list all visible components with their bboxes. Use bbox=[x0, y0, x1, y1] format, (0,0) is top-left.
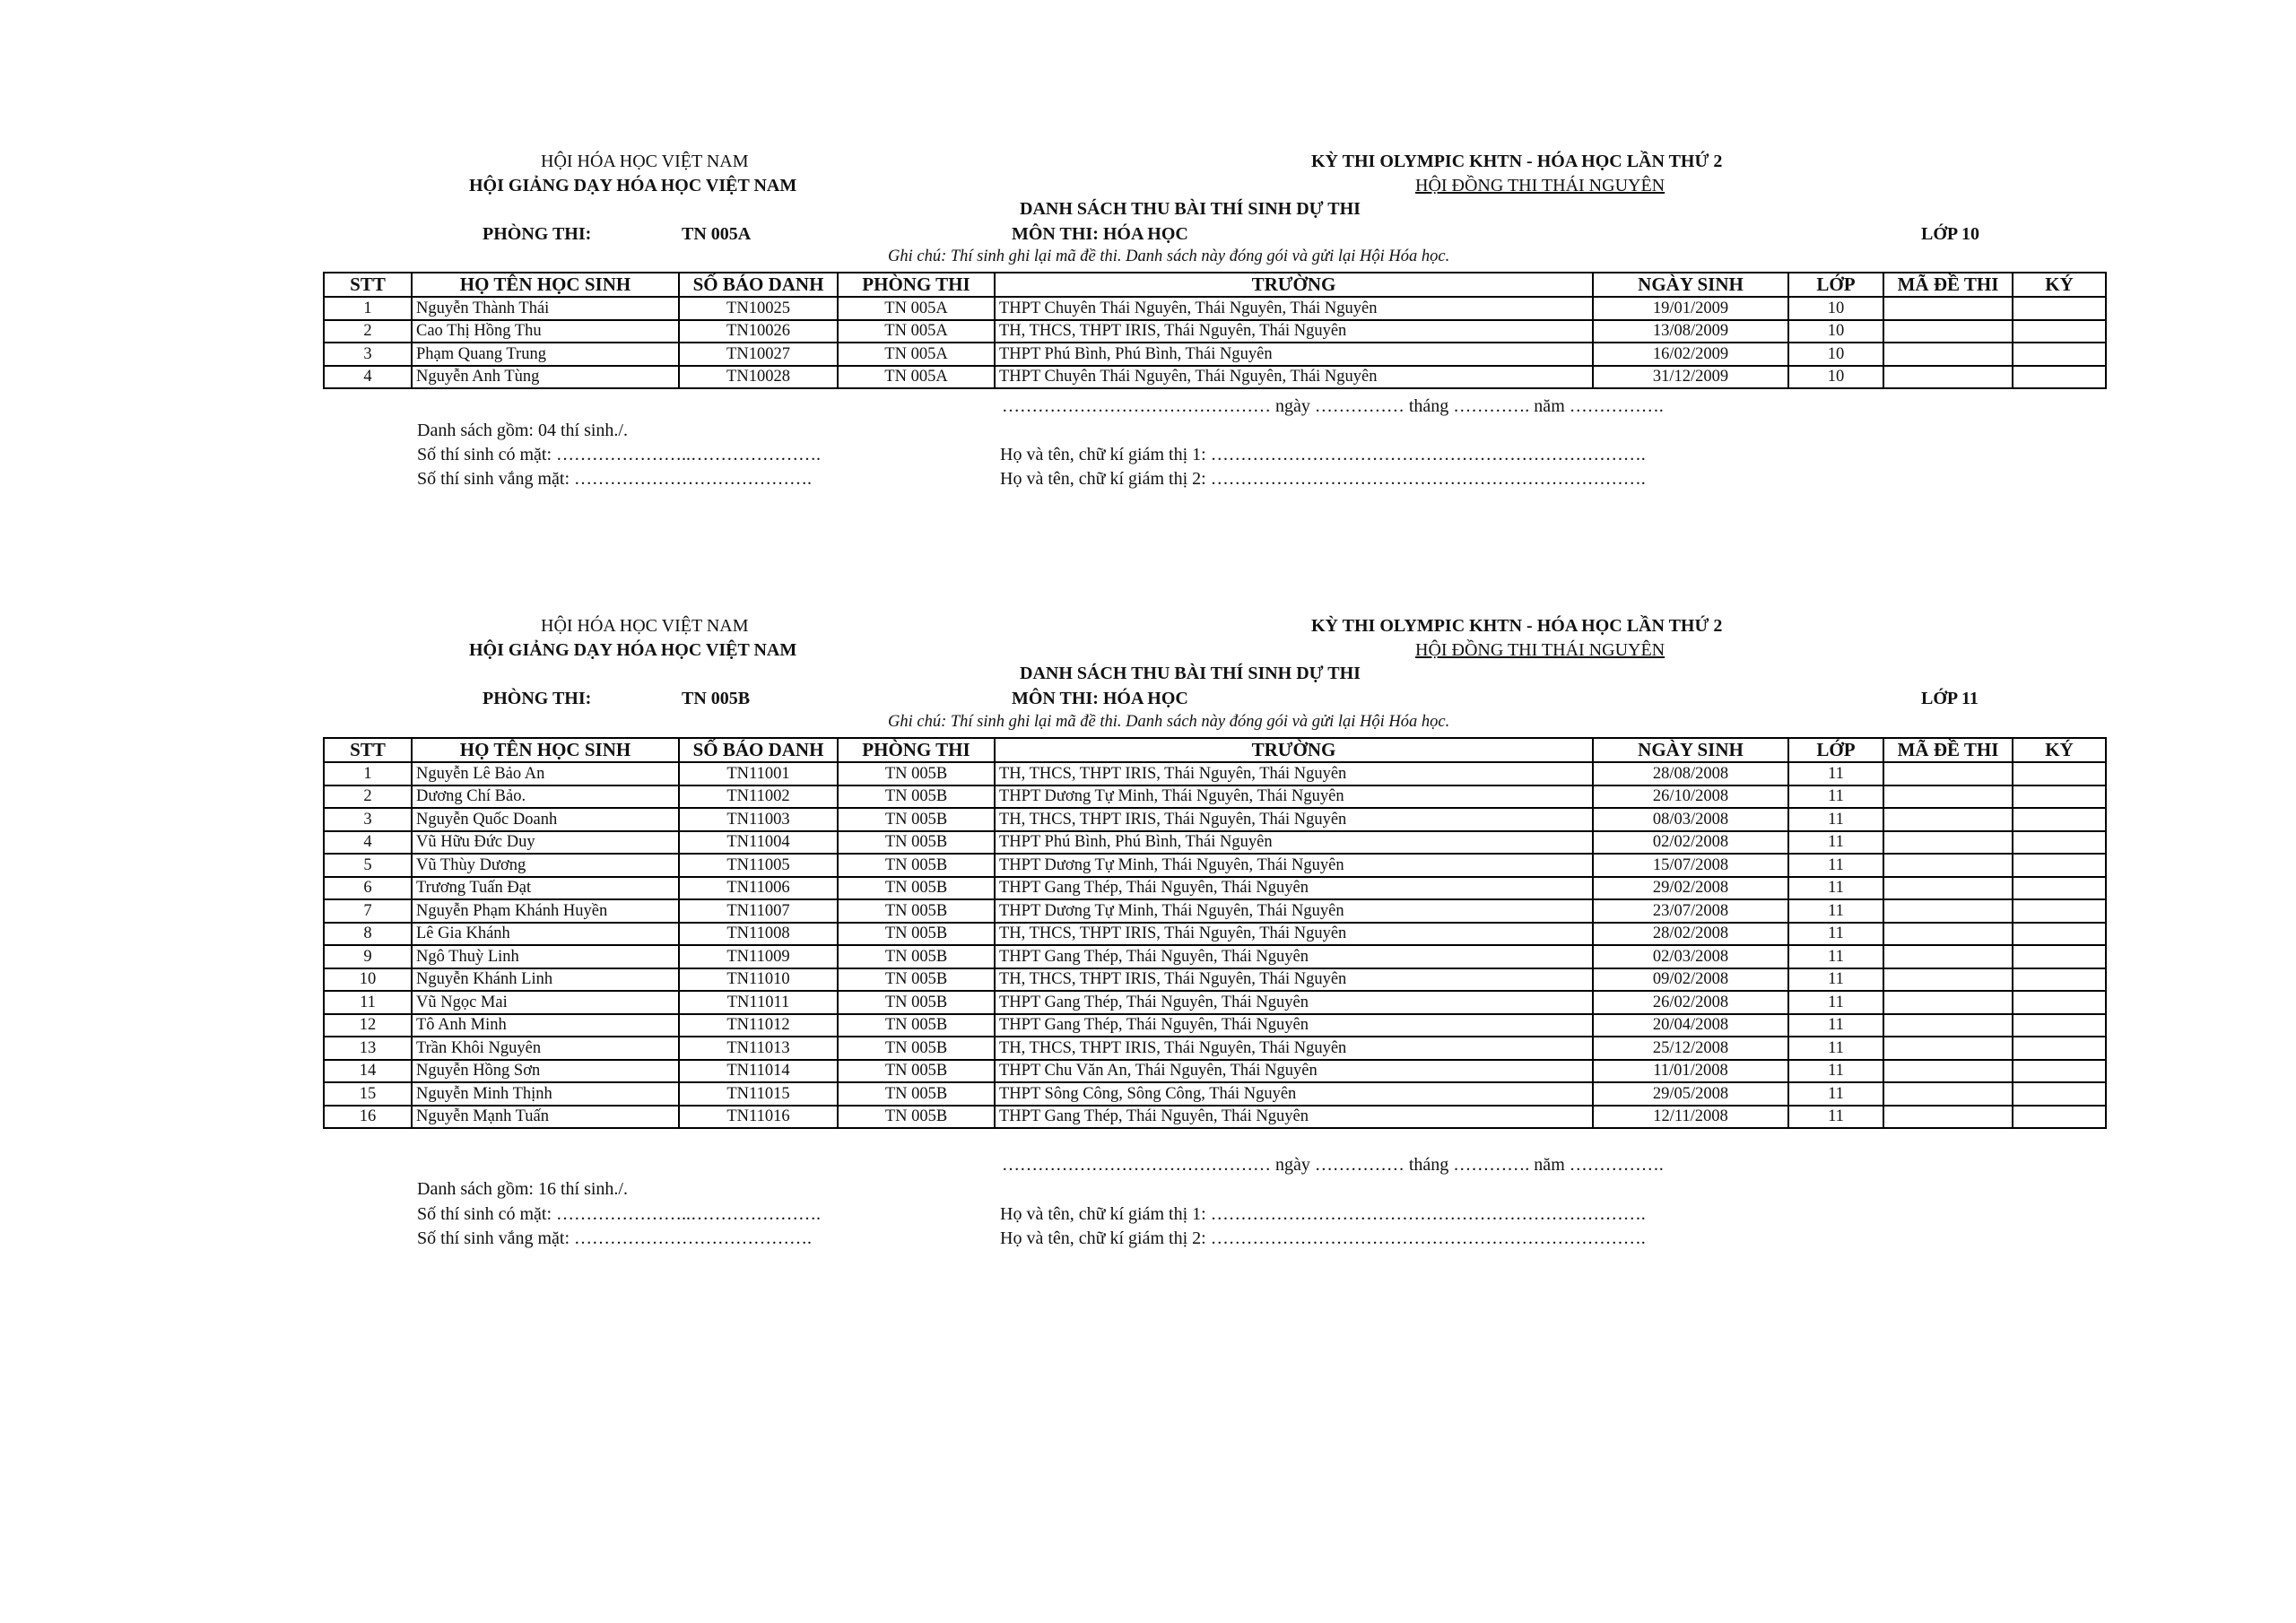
exam-code-input[interactable] bbox=[1883, 320, 2013, 343]
cell-exam-room: TN 005A bbox=[838, 343, 995, 366]
cell-stt: 11 bbox=[324, 991, 412, 1014]
header-col-student-name: HỌ TÊN HỌC SINH bbox=[412, 738, 679, 762]
cell-student-name: Cao Thị Hồng Thu bbox=[412, 320, 679, 343]
cell-student-name: Nguyễn Hồng Sơn bbox=[412, 1060, 679, 1083]
cell-exam-room: TN 005B bbox=[838, 808, 995, 831]
org-line-2: HỘI GIẢNG DẠY HÓA HỌC VIỆT NAM bbox=[469, 176, 797, 195]
cell-grade: 10 bbox=[1788, 366, 1883, 389]
table-row bbox=[324, 877, 2106, 900]
signature-input[interactable] bbox=[2013, 831, 2106, 855]
cell-birth-date: 23/07/2008 bbox=[1593, 899, 1788, 923]
absent-count-field[interactable]: Số thí sinh vắng mặt: …………………………………. bbox=[417, 1228, 812, 1248]
signature-input[interactable] bbox=[2013, 1014, 2106, 1037]
signature-input[interactable] bbox=[2013, 1060, 2106, 1083]
cell-grade: 11 bbox=[1788, 945, 1883, 968]
grade-label: LỚP 10 bbox=[1921, 224, 1980, 244]
table-row bbox=[324, 297, 2106, 320]
cell-student-name: Phạm Quang Trung bbox=[412, 343, 679, 366]
signature-input[interactable] bbox=[2013, 899, 2106, 923]
exam-code-input[interactable] bbox=[1883, 831, 2013, 855]
cell-grade: 11 bbox=[1788, 991, 1883, 1014]
room-value: TN 005A bbox=[682, 224, 752, 244]
table-row bbox=[324, 1082, 2106, 1106]
council-name: HỘI ĐỒNG THI THÁI NGUYÊN bbox=[1415, 640, 1665, 660]
header-col-school: TRƯỜNG bbox=[995, 273, 1593, 297]
cell-stt: 3 bbox=[324, 808, 412, 831]
cell-school: THPT Chuyên Thái Nguyên, Thái Nguyên, Thái Nguyên bbox=[995, 297, 1593, 320]
header-col-stt: STT bbox=[324, 738, 412, 762]
signature-input[interactable] bbox=[2013, 343, 2106, 366]
room-value: TN 005B bbox=[682, 689, 751, 708]
candidate-count: Danh sách gồm: 04 thí sinh./. bbox=[417, 421, 628, 440]
cell-exam-room: TN 005B bbox=[838, 1014, 995, 1037]
council-name: HỘI ĐỒNG THI THÁI NGUYÊN bbox=[1415, 176, 1665, 195]
cell-candidate-number: TN11010 bbox=[679, 968, 838, 992]
signature-input[interactable] bbox=[2013, 1037, 2106, 1060]
cell-candidate-number: TN10028 bbox=[679, 366, 838, 389]
date-line[interactable]: ……………………………………… ngày …………… tháng …………. năm ……………. bbox=[1002, 396, 1664, 416]
cell-grade: 11 bbox=[1788, 1037, 1883, 1060]
header-col-exam-room: PHÒNG THI bbox=[838, 273, 995, 297]
proctor-2-signature-field[interactable]: Họ và tên, chữ kí giám thị 2: ………………………………………………………………. bbox=[1000, 469, 1646, 489]
signature-input[interactable] bbox=[2013, 1082, 2106, 1106]
cell-exam-room: TN 005B bbox=[838, 1037, 995, 1060]
cell-candidate-number: TN11003 bbox=[679, 808, 838, 831]
cell-school: THPT Sông Công, Sông Công, Thái Nguyên bbox=[995, 1082, 1593, 1106]
cell-school: THPT Dương Tự Minh, Thái Nguyên, Thái Nguyên bbox=[995, 785, 1593, 809]
header-col-signature: KÝ bbox=[2013, 738, 2106, 762]
cell-grade: 11 bbox=[1788, 1082, 1883, 1106]
table-row bbox=[324, 831, 2106, 855]
cell-stt: 2 bbox=[324, 320, 412, 343]
cell-birth-date: 13/08/2009 bbox=[1593, 320, 1788, 343]
cell-stt: 4 bbox=[324, 366, 412, 389]
cell-school: THPT Chuyên Thái Nguyên, Thái Nguyên, Thái Nguyên bbox=[995, 366, 1593, 389]
cell-candidate-number: TN11013 bbox=[679, 1037, 838, 1060]
present-count-field[interactable]: Số thí sinh có mặt: …………………..…………………. bbox=[417, 445, 821, 464]
cell-student-name: Vũ Thùy Dương bbox=[412, 854, 679, 877]
signature-input[interactable] bbox=[2013, 762, 2106, 785]
cell-candidate-number: TN11014 bbox=[679, 1060, 838, 1083]
grade-label: LỚP 11 bbox=[1921, 689, 1979, 708]
header-col-exam-room: PHÒNG THI bbox=[838, 738, 995, 762]
signature-input[interactable] bbox=[2013, 1106, 2106, 1129]
table-row bbox=[324, 1060, 2106, 1083]
header-col-student-name: HỌ TÊN HỌC SINH bbox=[412, 273, 679, 297]
cell-birth-date: 28/08/2008 bbox=[1593, 762, 1788, 785]
cell-stt: 15 bbox=[324, 1082, 412, 1106]
cell-exam-room: TN 005B bbox=[838, 1082, 995, 1106]
exam-name: KỲ THI OLYMPIC KHTN - HÓA HỌC LẦN THỨ 2 bbox=[1311, 616, 1723, 636]
cell-student-name: Tô Anh Minh bbox=[412, 1014, 679, 1037]
signature-input[interactable] bbox=[2013, 808, 2106, 831]
cell-school: TH, THCS, THPT IRIS, Thái Nguyên, Thái Nguyên bbox=[995, 762, 1593, 785]
cell-school: THPT Phú Bình, Phú Bình, Thái Nguyên bbox=[995, 831, 1593, 855]
cell-birth-date: 16/02/2009 bbox=[1593, 343, 1788, 366]
cell-candidate-number: TN11006 bbox=[679, 877, 838, 900]
table-row bbox=[324, 1106, 2106, 1129]
cell-exam-room: TN 005B bbox=[838, 923, 995, 946]
exam-code-input[interactable] bbox=[1883, 366, 2013, 389]
cell-exam-room: TN 005B bbox=[838, 831, 995, 855]
cell-stt: 3 bbox=[324, 343, 412, 366]
cell-exam-room: TN 005B bbox=[838, 1106, 995, 1129]
exam-code-input[interactable] bbox=[1883, 808, 2013, 831]
cell-grade: 11 bbox=[1788, 1106, 1883, 1129]
cell-stt: 10 bbox=[324, 968, 412, 992]
subject: MÔN THI: HÓA HỌC bbox=[1012, 224, 1188, 244]
signature-input[interactable] bbox=[2013, 297, 2106, 320]
cell-grade: 11 bbox=[1788, 762, 1883, 785]
exam-code-input[interactable] bbox=[1883, 968, 2013, 992]
table-header-row bbox=[324, 738, 2106, 762]
doc-title: DANH SÁCH THU BÀI THÍ SINH DỰ THI bbox=[1020, 664, 1361, 683]
date-line[interactable]: ……………………………………… ngày …………… tháng …………. năm ……………. bbox=[1002, 1155, 1664, 1175]
table-row bbox=[324, 854, 2106, 877]
cell-candidate-number: TN11001 bbox=[679, 762, 838, 785]
exam-name: KỲ THI OLYMPIC KHTN - HÓA HỌC LẦN THỨ 2 bbox=[1311, 152, 1723, 171]
cell-student-name: Nguyễn Quốc Doanh bbox=[412, 808, 679, 831]
cell-grade: 11 bbox=[1788, 923, 1883, 946]
cell-grade: 11 bbox=[1788, 831, 1883, 855]
signature-input[interactable] bbox=[2013, 366, 2106, 389]
cell-stt: 8 bbox=[324, 923, 412, 946]
cell-grade: 11 bbox=[1788, 877, 1883, 900]
cell-candidate-number: TN11011 bbox=[679, 991, 838, 1014]
signature-input[interactable] bbox=[2013, 320, 2106, 343]
cell-candidate-number: TN11007 bbox=[679, 899, 838, 923]
cell-birth-date: 11/01/2008 bbox=[1593, 1060, 1788, 1083]
cell-student-name: Trương Tuấn Đạt bbox=[412, 877, 679, 900]
cell-school: THPT Phú Bình, Phú Bình, Thái Nguyên bbox=[995, 343, 1593, 366]
cell-exam-room: TN 005A bbox=[838, 297, 995, 320]
cell-stt: 1 bbox=[324, 297, 412, 320]
header-col-stt: STT bbox=[324, 273, 412, 297]
exam-code-input[interactable] bbox=[1883, 1014, 2013, 1037]
org-line-1: HỘI HÓA HỌC VIỆT NAM bbox=[541, 616, 749, 636]
cell-exam-room: TN 005B bbox=[838, 854, 995, 877]
room-label: PHÒNG THI: bbox=[483, 224, 592, 244]
cell-student-name: Nguyễn Phạm Khánh Huyền bbox=[412, 899, 679, 923]
cell-grade: 11 bbox=[1788, 808, 1883, 831]
cell-grade: 10 bbox=[1788, 297, 1883, 320]
cell-candidate-number: TN10026 bbox=[679, 320, 838, 343]
cell-birth-date: 02/02/2008 bbox=[1593, 831, 1788, 855]
cell-birth-date: 29/02/2008 bbox=[1593, 877, 1788, 900]
cell-birth-date: 09/02/2008 bbox=[1593, 968, 1788, 992]
cell-student-name: Vũ Hữu Đức Duy bbox=[412, 831, 679, 855]
exam-code-input[interactable] bbox=[1883, 945, 2013, 968]
cell-candidate-number: TN11004 bbox=[679, 831, 838, 855]
candidate-count: Danh sách gồm: 16 thí sinh./. bbox=[417, 1179, 628, 1199]
cell-stt: 13 bbox=[324, 1037, 412, 1060]
cell-stt: 14 bbox=[324, 1060, 412, 1083]
cell-student-name: Lê Gia Khánh bbox=[412, 923, 679, 946]
header-col-exam-code: MÃ ĐỀ THI bbox=[1883, 738, 2013, 762]
cell-school: TH, THCS, THPT IRIS, Thái Nguyên, Thái Nguyên bbox=[995, 968, 1593, 992]
cell-stt: 7 bbox=[324, 899, 412, 923]
cell-candidate-number: TN11002 bbox=[679, 785, 838, 809]
header-col-grade: LỚP bbox=[1788, 273, 1883, 297]
header-col-signature: KÝ bbox=[2013, 273, 2106, 297]
header-col-candidate-number: SỐ BÁO DANH bbox=[679, 273, 838, 297]
proctor-2-signature-field[interactable]: Họ và tên, chữ kí giám thị 2: ………………………………………………………………. bbox=[1000, 1228, 1646, 1248]
exam-code-input[interactable] bbox=[1883, 1037, 2013, 1060]
cell-school: THPT Gang Thép, Thái Nguyên, Thái Nguyên bbox=[995, 991, 1593, 1014]
cell-student-name: Ngô Thuỳ Linh bbox=[412, 945, 679, 968]
cell-grade: 11 bbox=[1788, 1014, 1883, 1037]
exam-code-input[interactable] bbox=[1883, 343, 2013, 366]
cell-grade: 10 bbox=[1788, 320, 1883, 343]
header-col-birth-date: NGÀY SINH bbox=[1593, 738, 1788, 762]
cell-school: THPT Gang Thép, Thái Nguyên, Thái Nguyên bbox=[995, 1014, 1593, 1037]
cell-student-name: Nguyễn Anh Tùng bbox=[412, 366, 679, 389]
exam-code-input[interactable] bbox=[1883, 991, 2013, 1014]
cell-birth-date: 20/04/2008 bbox=[1593, 1014, 1788, 1037]
cell-stt: 2 bbox=[324, 785, 412, 809]
cell-school: THPT Gang Thép, Thái Nguyên, Thái Nguyên bbox=[995, 1106, 1593, 1129]
header-col-exam-code: MÃ ĐỀ THI bbox=[1883, 273, 2013, 297]
cell-stt: 4 bbox=[324, 831, 412, 855]
table-row bbox=[324, 991, 2106, 1014]
cell-stt: 12 bbox=[324, 1014, 412, 1037]
cell-stt: 1 bbox=[324, 762, 412, 785]
exam-code-input[interactable] bbox=[1883, 297, 2013, 320]
table-row bbox=[324, 1037, 2106, 1060]
cell-birth-date: 08/03/2008 bbox=[1593, 808, 1788, 831]
cell-candidate-number: TN11016 bbox=[679, 1106, 838, 1129]
cell-candidate-number: TN10025 bbox=[679, 297, 838, 320]
cell-candidate-number: TN11012 bbox=[679, 1014, 838, 1037]
cell-candidate-number: TN11015 bbox=[679, 1082, 838, 1106]
cell-grade: 11 bbox=[1788, 968, 1883, 992]
signature-input[interactable] bbox=[2013, 785, 2106, 809]
table-row bbox=[324, 762, 2106, 785]
cell-exam-room: TN 005B bbox=[838, 968, 995, 992]
cell-grade: 10 bbox=[1788, 343, 1883, 366]
room-label: PHÒNG THI: bbox=[483, 689, 592, 708]
exam-code-input[interactable] bbox=[1883, 1106, 2013, 1129]
org-line-2: HỘI GIẢNG DẠY HÓA HỌC VIỆT NAM bbox=[469, 640, 797, 660]
table-row bbox=[324, 785, 2106, 809]
signature-input[interactable] bbox=[2013, 968, 2106, 992]
cell-birth-date: 28/02/2008 bbox=[1593, 923, 1788, 946]
cell-birth-date: 02/03/2008 bbox=[1593, 945, 1788, 968]
proctor-1-signature-field[interactable]: Họ và tên, chữ kí giám thị 1: ………………………………………………………………. bbox=[1000, 445, 1646, 464]
cell-student-name: Nguyễn Minh Thịnh bbox=[412, 1082, 679, 1106]
cell-grade: 11 bbox=[1788, 899, 1883, 923]
header-col-candidate-number: SỐ BÁO DANH bbox=[679, 738, 838, 762]
cell-exam-room: TN 005B bbox=[838, 991, 995, 1014]
roster-table bbox=[323, 737, 2107, 1129]
cell-school: THPT Dương Tự Minh, Thái Nguyên, Thái Nguyên bbox=[995, 854, 1593, 877]
cell-stt: 5 bbox=[324, 854, 412, 877]
exam-code-input[interactable] bbox=[1883, 785, 2013, 809]
table-row bbox=[324, 366, 2106, 389]
cell-school: TH, THCS, THPT IRIS, Thái Nguyên, Thái Nguyên bbox=[995, 808, 1593, 831]
signature-input[interactable] bbox=[2013, 991, 2106, 1014]
cell-candidate-number: TN11005 bbox=[679, 854, 838, 877]
signature-input[interactable] bbox=[2013, 877, 2106, 900]
cell-exam-room: TN 005B bbox=[838, 877, 995, 900]
exam-code-input[interactable] bbox=[1883, 854, 2013, 877]
cell-student-name: Nguyễn Lê Bảo An bbox=[412, 762, 679, 785]
cell-school: THPT Chu Văn An, Thái Nguyên, Thái Nguyên bbox=[995, 1060, 1593, 1083]
proctor-1-signature-field[interactable]: Họ và tên, chữ kí giám thị 1: ………………………………………………………………. bbox=[1000, 1204, 1646, 1224]
cell-exam-room: TN 005B bbox=[838, 899, 995, 923]
header-col-school: TRƯỜNG bbox=[995, 738, 1593, 762]
cell-student-name: Vũ Ngọc Mai bbox=[412, 991, 679, 1014]
cell-birth-date: 29/05/2008 bbox=[1593, 1082, 1788, 1106]
table-row bbox=[324, 808, 2106, 831]
cell-school: THPT Dương Tự Minh, Thái Nguyên, Thái Nguyên bbox=[995, 899, 1593, 923]
header-col-birth-date: NGÀY SINH bbox=[1593, 273, 1788, 297]
table-row bbox=[324, 320, 2106, 343]
cell-birth-date: 26/10/2008 bbox=[1593, 785, 1788, 809]
table-row bbox=[324, 923, 2106, 946]
cell-school: TH, THCS, THPT IRIS, Thái Nguyên, Thái Nguyên bbox=[995, 1037, 1593, 1060]
cell-school: TH, THCS, THPT IRIS, Thái Nguyên, Thái Nguyên bbox=[995, 923, 1593, 946]
cell-student-name: Nguyễn Mạnh Tuấn bbox=[412, 1106, 679, 1129]
table-row bbox=[324, 945, 2106, 968]
cell-stt: 9 bbox=[324, 945, 412, 968]
cell-exam-room: TN 005A bbox=[838, 320, 995, 343]
table-row bbox=[324, 343, 2106, 366]
cell-birth-date: 25/12/2008 bbox=[1593, 1037, 1788, 1060]
cell-student-name: Dương Chí Bảo. bbox=[412, 785, 679, 809]
exam-code-input[interactable] bbox=[1883, 923, 2013, 946]
cell-student-name: Trần Khôi Nguyên bbox=[412, 1037, 679, 1060]
exam-code-input[interactable] bbox=[1883, 877, 2013, 900]
cell-grade: 11 bbox=[1788, 854, 1883, 877]
exam-code-input[interactable] bbox=[1883, 1060, 2013, 1083]
cell-candidate-number: TN11009 bbox=[679, 945, 838, 968]
exam-code-input[interactable] bbox=[1883, 899, 2013, 923]
cell-birth-date: 19/01/2009 bbox=[1593, 297, 1788, 320]
absent-count-field[interactable]: Số thí sinh vắng mặt: …………………………………. bbox=[417, 469, 812, 489]
cell-school: THPT Gang Thép, Thái Nguyên, Thái Nguyên bbox=[995, 945, 1593, 968]
cell-exam-room: TN 005B bbox=[838, 762, 995, 785]
cell-birth-date: 15/07/2008 bbox=[1593, 854, 1788, 877]
cell-exam-room: TN 005A bbox=[838, 366, 995, 389]
cell-school: THPT Gang Thép, Thái Nguyên, Thái Nguyên bbox=[995, 877, 1593, 900]
doc-title: DANH SÁCH THU BÀI THÍ SINH DỰ THI bbox=[1020, 199, 1361, 219]
table-header-row bbox=[324, 273, 2106, 297]
table-row bbox=[324, 899, 2106, 923]
signature-input[interactable] bbox=[2013, 923, 2106, 946]
signature-input[interactable] bbox=[2013, 945, 2106, 968]
table-row bbox=[324, 1014, 2106, 1037]
note: Ghi chú: Thí sinh ghi lại mã đề thi. Danh sách này đóng gói và gửi lại Hội Hóa học. bbox=[888, 713, 1450, 731]
cell-student-name: Nguyễn Khánh Linh bbox=[412, 968, 679, 992]
exam-code-input[interactable] bbox=[1883, 1082, 2013, 1106]
cell-exam-room: TN 005B bbox=[838, 945, 995, 968]
org-line-1: HỘI HÓA HỌC VIỆT NAM bbox=[541, 152, 749, 171]
cell-stt: 16 bbox=[324, 1106, 412, 1129]
note: Ghi chú: Thí sinh ghi lại mã đề thi. Danh sách này đóng gói và gửi lại Hội Hóa học. bbox=[888, 247, 1450, 265]
header-col-grade: LỚP bbox=[1788, 738, 1883, 762]
cell-candidate-number: TN10027 bbox=[679, 343, 838, 366]
cell-grade: 11 bbox=[1788, 1060, 1883, 1083]
cell-candidate-number: TN11008 bbox=[679, 923, 838, 946]
table-row bbox=[324, 968, 2106, 992]
cell-stt: 6 bbox=[324, 877, 412, 900]
cell-exam-room: TN 005B bbox=[838, 785, 995, 809]
cell-grade: 11 bbox=[1788, 785, 1883, 809]
roster-table bbox=[323, 272, 2107, 389]
cell-birth-date: 31/12/2009 bbox=[1593, 366, 1788, 389]
cell-birth-date: 26/02/2008 bbox=[1593, 991, 1788, 1014]
cell-student-name: Nguyễn Thành Thái bbox=[412, 297, 679, 320]
cell-exam-room: TN 005B bbox=[838, 1060, 995, 1083]
signature-input[interactable] bbox=[2013, 854, 2106, 877]
cell-birth-date: 12/11/2008 bbox=[1593, 1106, 1788, 1129]
present-count-field[interactable]: Số thí sinh có mặt: …………………..…………………. bbox=[417, 1204, 821, 1224]
cell-school: TH, THCS, THPT IRIS, Thái Nguyên, Thái Nguyên bbox=[995, 320, 1593, 343]
exam-code-input[interactable] bbox=[1883, 762, 2013, 785]
subject: MÔN THI: HÓA HỌC bbox=[1012, 689, 1188, 708]
